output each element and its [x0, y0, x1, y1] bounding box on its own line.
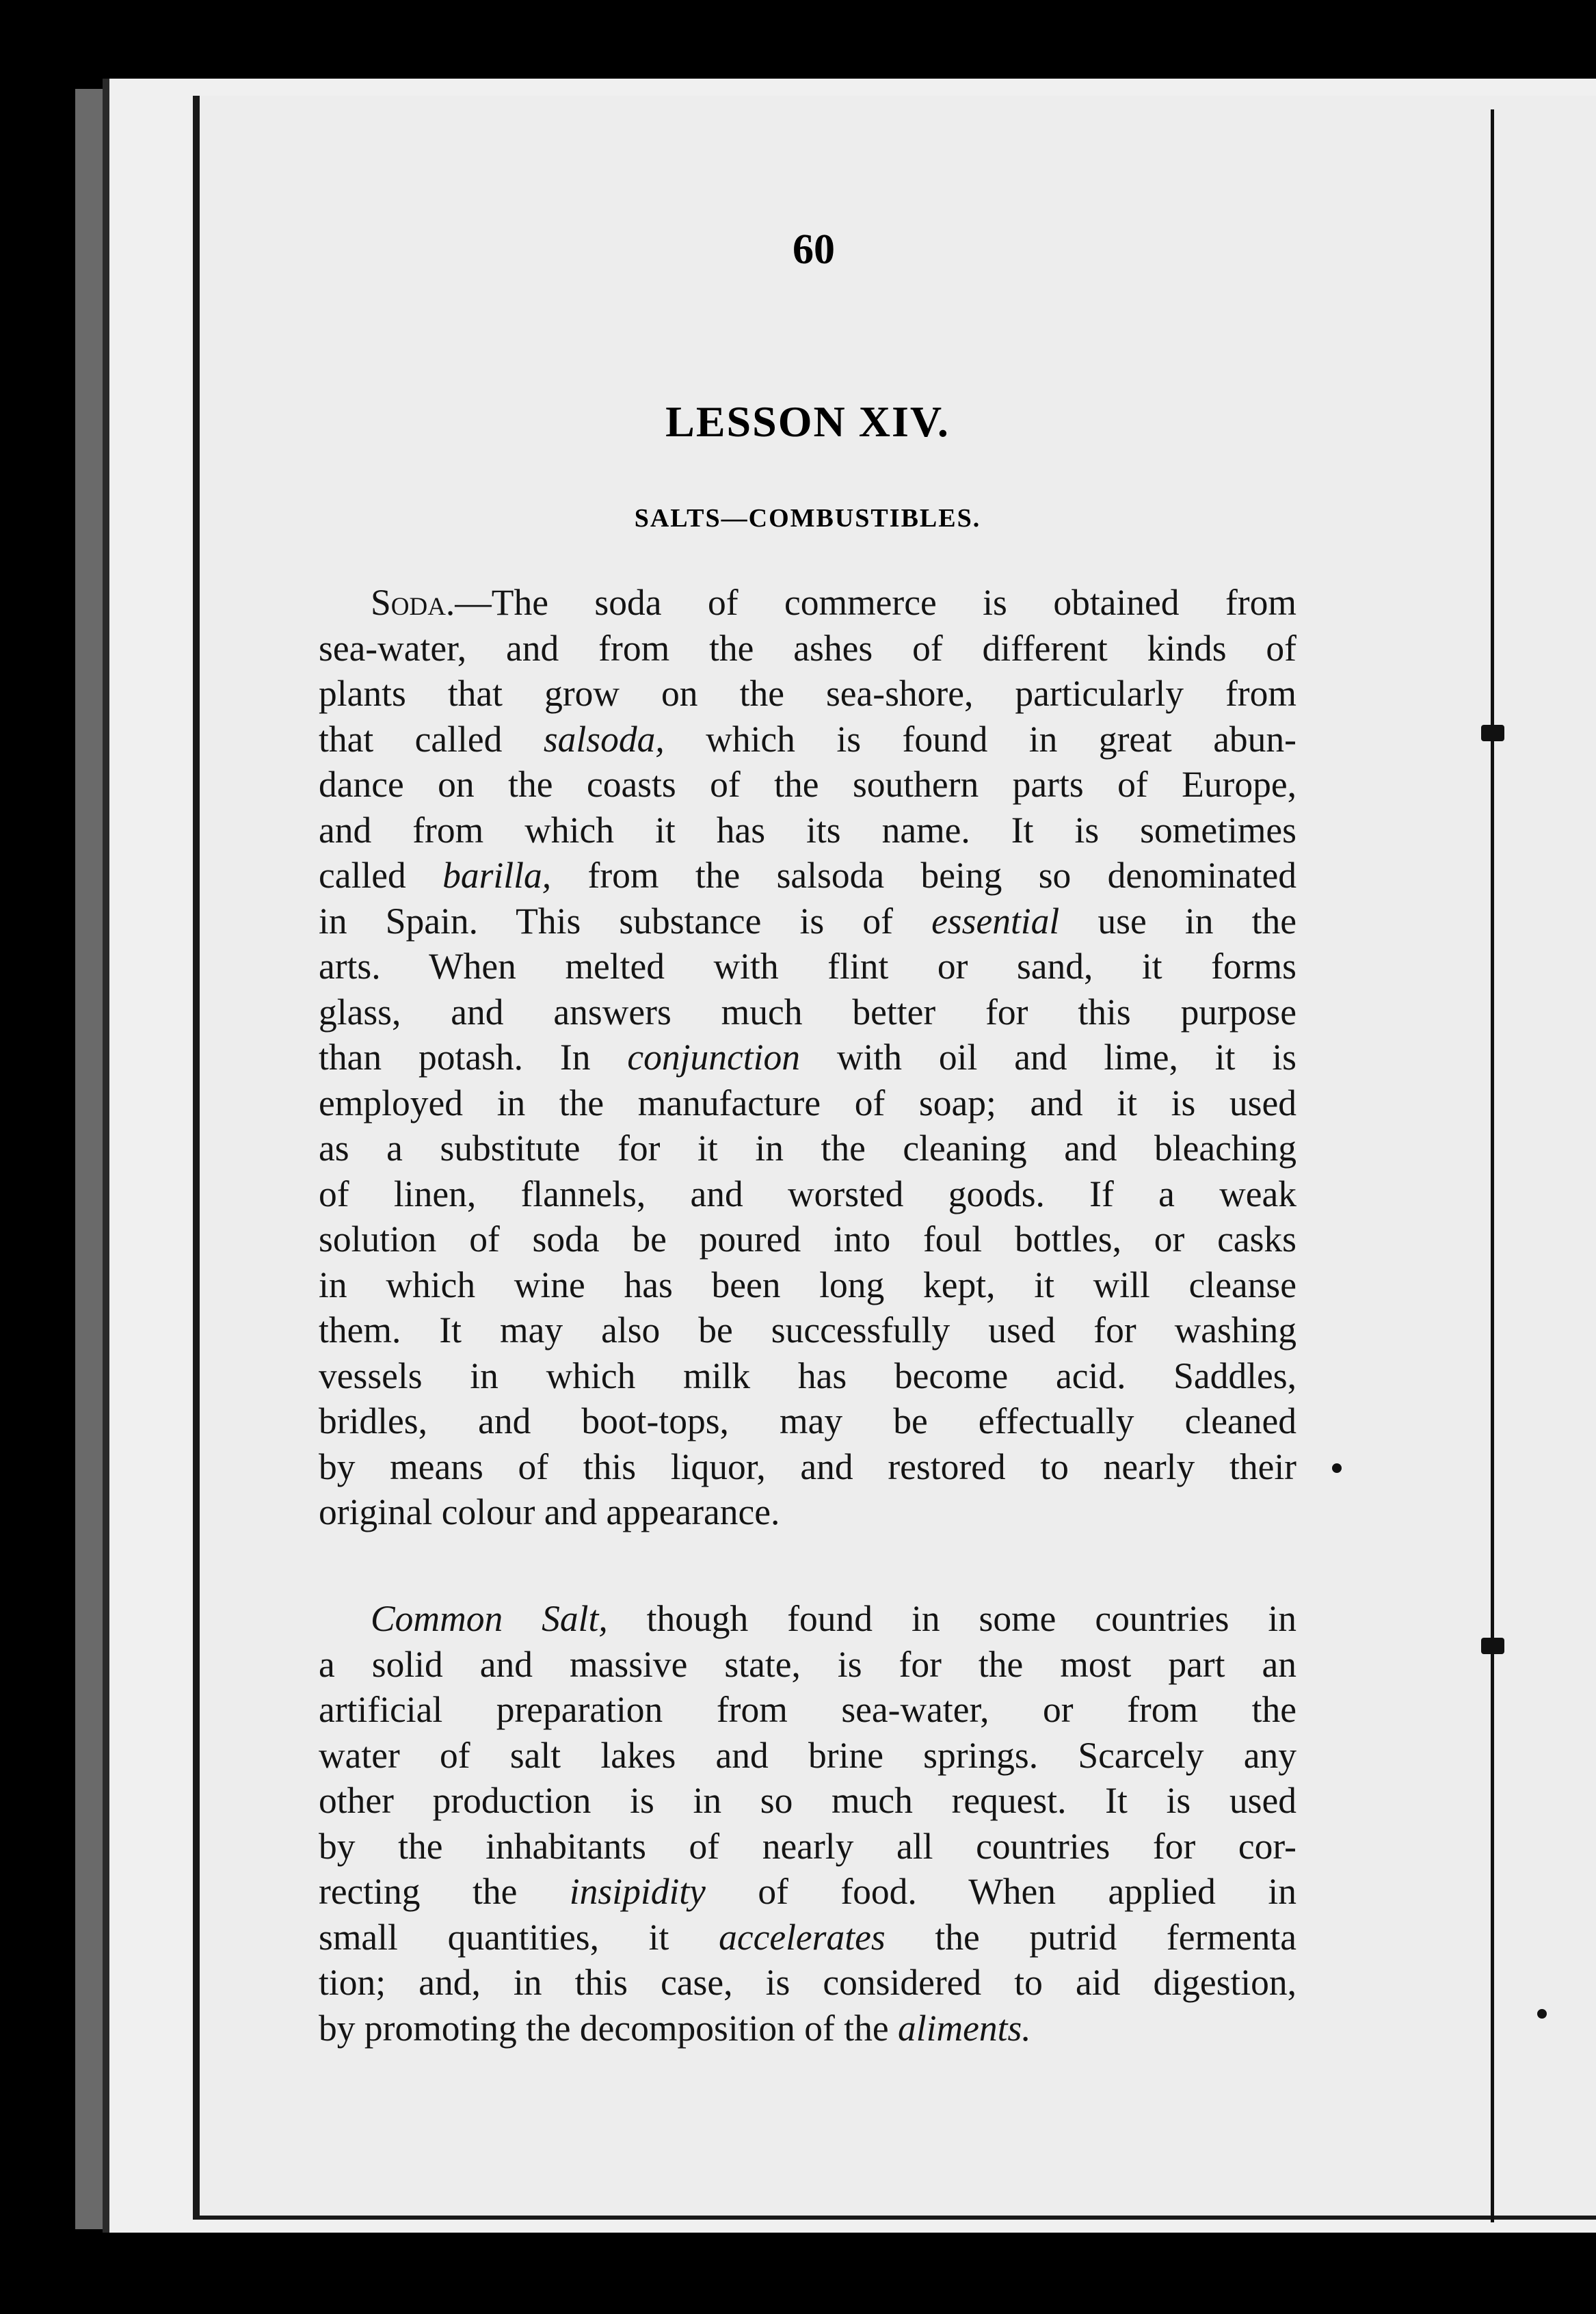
text-line: recting the insipidity of food. When applied in	[319, 1871, 1296, 1912]
text-line: glass, and answers much better for this purpose	[319, 991, 1296, 1033]
paragraph-soda	[319, 580, 1296, 1535]
text-line: in which wine has been long kept, it will cleanse	[319, 1264, 1296, 1305]
page-number: 60	[793, 226, 835, 273]
text-line: dance on the coasts of the southern parts of Europe,	[319, 764, 1296, 805]
text-line: called barilla, from the salsoda being so denominated	[319, 855, 1296, 896]
text-line: small quantities, it accelerates the putrid fermenta	[319, 1916, 1296, 1958]
paragraph-common-salt	[319, 1596, 1296, 2051]
text-line: and from which it has its name. It is sometimes	[319, 809, 1296, 851]
text-line: sea-water, and from the ashes of different kinds of	[319, 627, 1296, 669]
text-line: as a substitute for it in the cleaning and bleaching	[319, 1128, 1296, 1169]
text-line: by promoting the decomposition of the aliments.	[319, 2007, 1031, 2049]
text-line: solution of soda be poured into foul bottles, or casks	[319, 1219, 1296, 1260]
text-line: than potash. In conjunction with oil and lime, it is	[319, 1037, 1296, 1078]
text-line: Soda.—The soda of commerce is obtained from	[371, 582, 1296, 623]
text-line: water of salt lakes and brine springs. Scarcely any	[319, 1734, 1296, 1776]
text-line: of linen, flannels, and worsted goods. If a weak	[319, 1173, 1296, 1214]
page-fold-line	[1491, 109, 1494, 2222]
text-line: original colour and appearance.	[319, 1491, 780, 1532]
text-line: plants that grow on the sea-shore, particularly from	[319, 673, 1296, 714]
text-line: tion; and, in this case, is considered to aid digestion,	[319, 1962, 1296, 2003]
text-line: other production is in so much request. It is used	[319, 1780, 1296, 1821]
text-line: by means of this liquor, and restored to nearly their	[319, 1446, 1296, 1487]
text-line: employed in the manufacture of soap; and it is used	[319, 1082, 1296, 1123]
text-line: arts. When melted with flint or sand, it forms	[319, 946, 1296, 987]
binding-mark	[1481, 1638, 1504, 1654]
text-line: them. It may also be successfully used for washing	[319, 1309, 1296, 1351]
text-line: in Spain. This substance is of essential use in the	[319, 900, 1296, 942]
text-line: Common Salt, though found in some countries in	[371, 1598, 1297, 1639]
text-line: bridles, and boot-tops, may be effectually cleaned	[319, 1400, 1296, 1441]
ink-speck	[1332, 1463, 1342, 1473]
text-line: artificial preparation from sea-water, or from the	[319, 1689, 1296, 1730]
text-line: that called salsoda, which is found in great abun-	[319, 718, 1296, 760]
lesson-title: LESSON XIV.	[665, 397, 950, 446]
lesson-subtitle: SALTS—COMBUSTIBLES.	[634, 504, 981, 533]
binding-mark	[1481, 725, 1504, 741]
text-line: vessels in which milk has become acid. Saddles,	[319, 1355, 1296, 1396]
text-line: a solid and massive state, is for the most part an	[319, 1643, 1296, 1685]
text-line: by the inhabitants of nearly all countries for cor-	[319, 1825, 1296, 1867]
ink-speck	[1537, 2009, 1547, 2019]
